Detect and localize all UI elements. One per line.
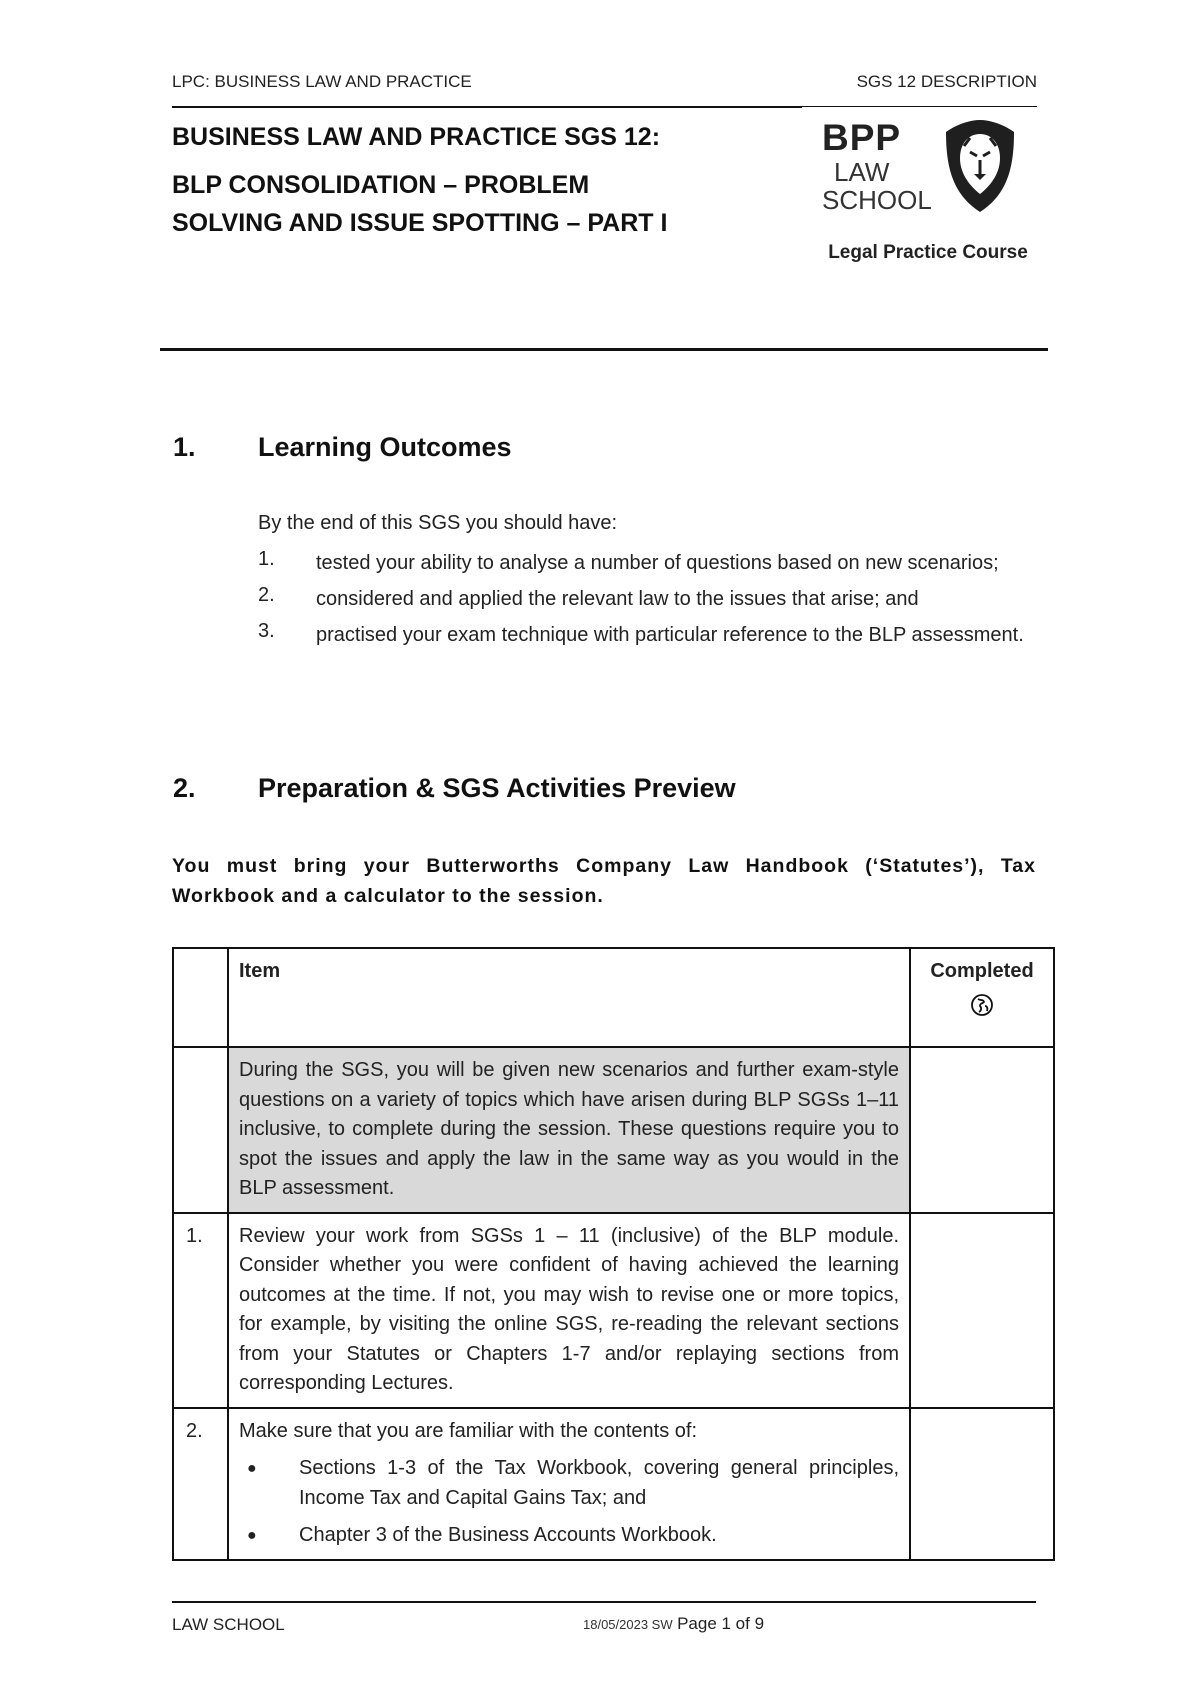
document-title xyxy=(172,118,772,242)
familiarise-intro: Make sure that you are familiar with the contents of: xyxy=(239,1419,697,1442)
list-item xyxy=(239,1521,899,1551)
bullet-text: Chapter 3 of the Business Accounts Workbook. xyxy=(299,1524,717,1546)
outcome-number: 1. xyxy=(258,548,275,570)
header-number-cell xyxy=(173,948,228,1047)
header-rule-right xyxy=(802,106,1037,107)
outcome-text: considered and applied the relevant law to the issues that arise; and xyxy=(316,588,919,610)
table-row xyxy=(173,1047,1054,1213)
logo-law-text: LAW xyxy=(834,157,890,187)
outcome-item-3 xyxy=(258,620,1036,650)
logo-school-text: SCHOOL xyxy=(822,185,932,215)
section-2-heading: Preparation & SGS Activities Preview xyxy=(258,773,736,803)
header-rule xyxy=(172,106,802,108)
section-2-number: 2. xyxy=(173,773,196,803)
title-line-1: BUSINESS LAW AND PRACTICE SGS 12: xyxy=(172,123,661,151)
header-item-label: Item xyxy=(239,960,281,982)
learning-outcomes-list xyxy=(258,548,1036,650)
footer-rule xyxy=(172,1601,1036,1603)
outcome-item-2 xyxy=(258,584,1036,614)
footer-page-number: Page 1 of 9 xyxy=(677,1614,765,1633)
bpp-law-school-logo xyxy=(822,118,942,214)
footer-left: LAW SCHOOL xyxy=(172,1615,285,1634)
row-number-cell: 1. xyxy=(173,1213,228,1408)
globe-icon xyxy=(970,993,994,1017)
title-divider xyxy=(160,348,1048,351)
review-work-cell: Review your work from SGSs 1 – 11 (inclusive) of the BLP module. Consider whether you were confident of having achieved the learning outcomes at the time. If not, you may wish to revise one or more topics, for example, by visiting the online SGS, re-reading the relevant sections from your Statutes or Chapters 1-7 and/or replaying sections from corresponding Lectures. xyxy=(228,1213,910,1408)
completed-cell xyxy=(910,1213,1054,1408)
header-completed-cell xyxy=(910,948,1054,1047)
completed-cell xyxy=(910,1047,1054,1213)
sgs-overview-cell: During the SGS, you will be given new scenarios and further exam-style questions on a variety of topics which have arisen during BLP SGSs 1–11 inclusive, to complete during the session. These questions require you to spot the issues and apply the law in the same way as you would in the BLP assessment. xyxy=(228,1047,910,1213)
section-1-number: 1. xyxy=(173,432,196,462)
bullet-icon: ● xyxy=(247,1527,257,1544)
section-1-heading: Learning Outcomes xyxy=(258,432,512,462)
footer-date: 18/05/2023 SW xyxy=(583,1617,673,1632)
outcome-number: 2. xyxy=(258,584,275,606)
table-row xyxy=(173,1408,1054,1560)
footer-page-info xyxy=(583,1614,764,1634)
lion-shield-icon xyxy=(940,116,1020,216)
row-number-cell: 2. xyxy=(173,1408,228,1560)
header-course-title: LPC: BUSINESS LAW AND PRACTICE xyxy=(172,72,472,91)
header-item-cell xyxy=(228,948,910,1047)
completed-cell xyxy=(910,1408,1054,1560)
title-line-3: SOLVING AND ISSUE SPOTTING – PART I xyxy=(172,209,668,237)
outcome-item-1 xyxy=(258,548,1036,578)
outcome-text: tested your ability to analyse a number of questions based on new scenarios; xyxy=(316,552,999,574)
logo-bpp-text: BPP xyxy=(822,117,902,158)
bullet-text: Sections 1-3 of the Tax Workbook, covering general principles, Income Tax and Capital Gains Tax; and xyxy=(299,1457,899,1509)
bullet-icon: ● xyxy=(247,1460,257,1477)
bring-materials-notice: You must bring your Butterworths Company Law Handbook (‘Statutes’), Tax Workbook and a calculator to the session. xyxy=(172,855,1036,907)
table-row xyxy=(173,1213,1054,1408)
title-line-2: BLP CONSOLIDATION – PROBLEM xyxy=(172,171,590,199)
list-item xyxy=(239,1454,899,1513)
row-number-cell xyxy=(173,1047,228,1213)
familiarise-contents-cell xyxy=(228,1408,910,1560)
outcome-number: 3. xyxy=(258,620,275,642)
outcome-text: practised your exam technique with particular reference to the BLP assessment. xyxy=(316,624,1024,646)
header-document-type: SGS 12 DESCRIPTION xyxy=(856,72,1037,91)
header-completed-label: Completed xyxy=(930,960,1034,982)
table-header-row xyxy=(173,948,1054,1047)
preparation-table xyxy=(172,947,1055,1561)
learning-outcomes-intro: By the end of this SGS you should have: xyxy=(258,512,618,534)
logo-caption: Legal Practice Course xyxy=(828,242,1028,263)
